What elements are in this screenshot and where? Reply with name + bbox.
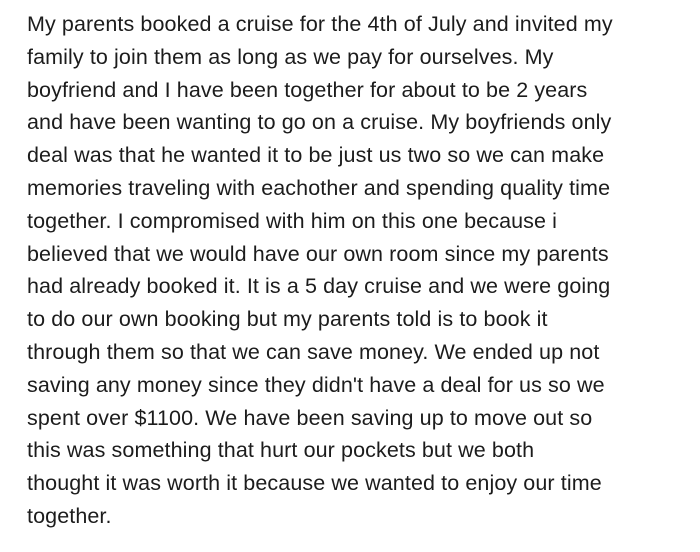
post-text-line: believed that we would have our own room since my parents <box>27 241 609 266</box>
post-text-line: thought it was worth it because we wanted to enjoy our time <box>27 471 602 496</box>
post-text-line: deal was that he wanted it to be just us two so we can make <box>27 143 605 168</box>
post-text-line: this was something that hurt our pockets but we both <box>27 438 535 463</box>
post-text-line: to do our own booking but my parents told is to book it <box>27 307 548 332</box>
post-text-line: spent over $1100. We have been saving up to move out so <box>27 405 593 430</box>
post-text-line: together. <box>27 503 112 528</box>
post-text-line: together. I compromised with him on this one because i <box>27 208 558 233</box>
post-text-line: and have been wanting to go on a cruise. My boyfriends only <box>27 110 612 135</box>
post-text-line: saving any money since they didn't have a deal for us so we <box>27 372 605 397</box>
post-body <box>27 8 697 533</box>
post-text-line: My parents booked a cruise for the 4th of July and invited my <box>27 12 613 36</box>
post-text-line: through them so that we can save money. We ended up not <box>27 339 600 364</box>
post-text-line: memories traveling with eachother and spending quality time <box>27 175 611 200</box>
post-text-line: family to join them as long as we pay for ourselves. My <box>27 44 554 69</box>
post-text-line: had already booked it. It is a 5 day cruise and we were going <box>27 274 611 299</box>
post-text-line: boyfriend and I have been together for about to be 2 years <box>27 77 588 102</box>
